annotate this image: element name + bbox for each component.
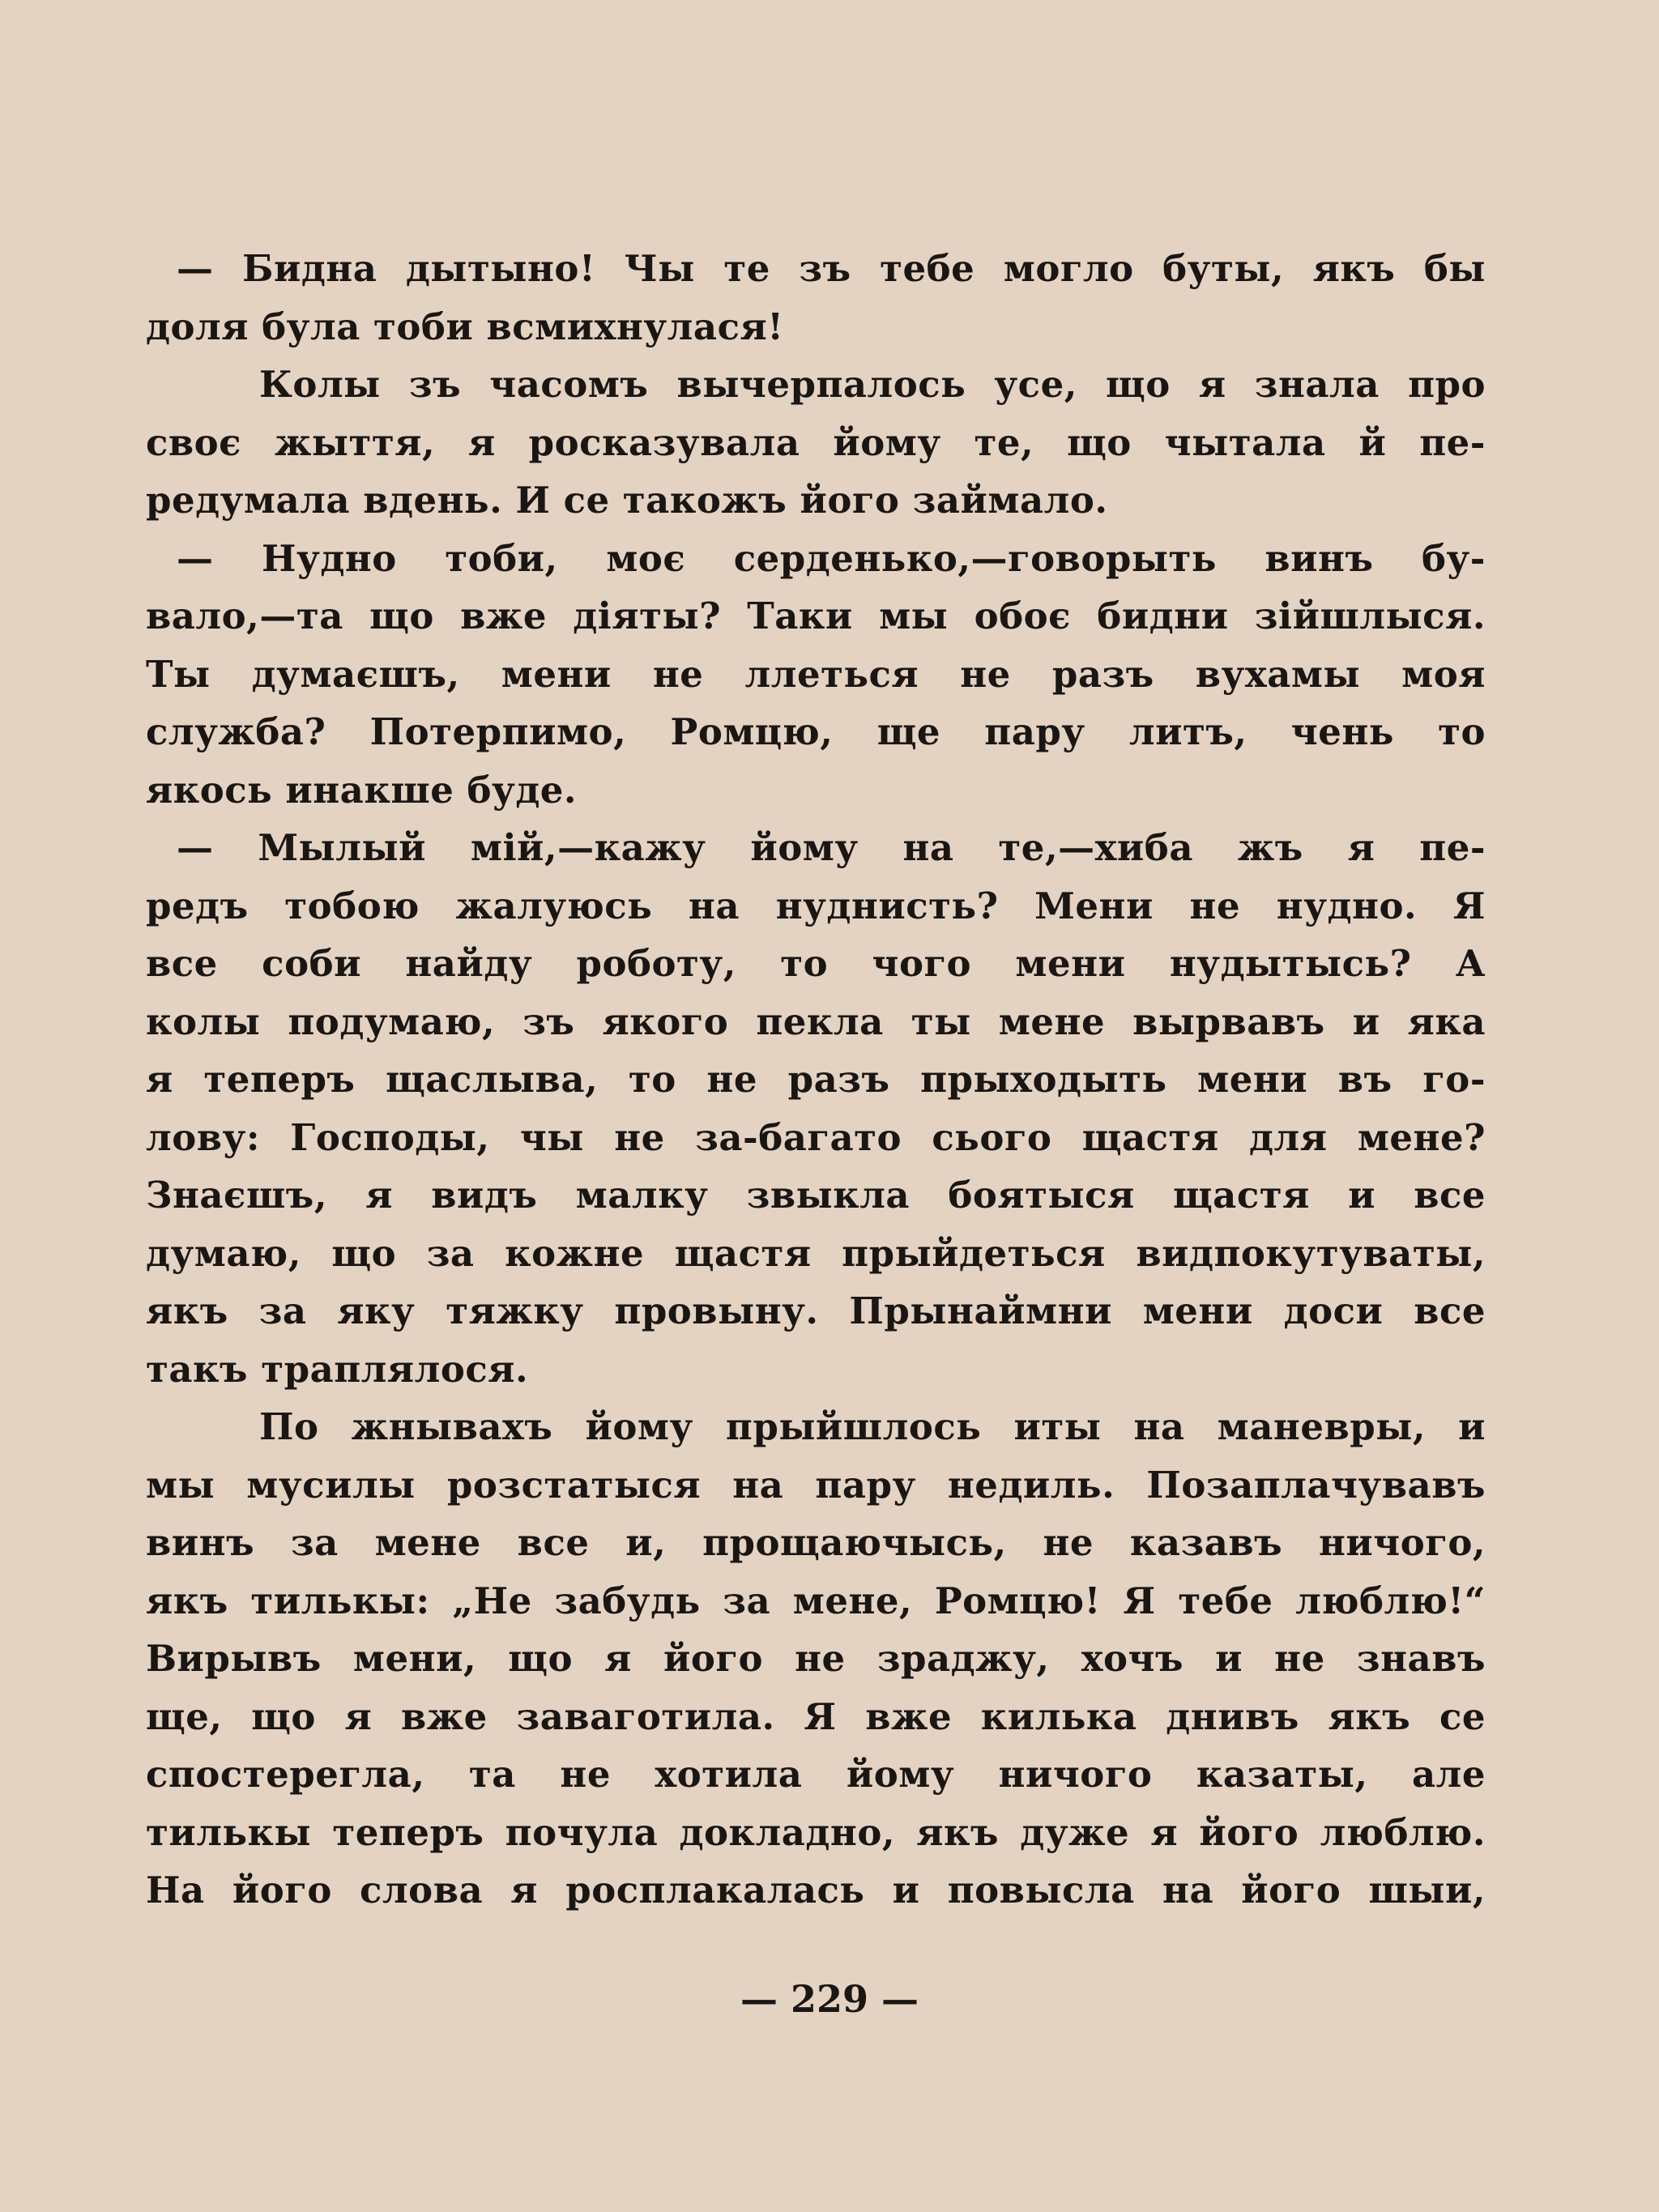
text-line: мы мусилы розстатыся на пару недиль. Позаплачувавъ	[146, 1463, 1486, 1507]
text-line: Колы зъ часомъ вычерпалось усе, що я знала про	[259, 363, 1486, 406]
text-line: Вирывъ мени, що я його не зраджу, хочъ и не знавъ	[146, 1637, 1486, 1680]
text-line: — Нудно тоби, моє серденько,—говорыть винъ бу-	[177, 536, 1486, 580]
text-line: спостерегла, та не хотила йому ничого казаты, але	[146, 1753, 1486, 1796]
text-line: По жнывахъ йому прыйшлось иты на маневры, и	[259, 1405, 1486, 1448]
text-line: — Мылый мій,—кажу йому на те,—хиба жъ я пе-	[177, 826, 1486, 869]
text-line: доля була тоби всмихнулася!	[146, 305, 784, 348]
text-line: думаю, що за кожне щастя прыйдеться видпокутуваты,	[146, 1231, 1486, 1275]
text-line: Ты думаєшъ, мени не ллеться не разъ вухамы моя	[146, 652, 1486, 696]
text-line: редумала вдень. И се такожъ його займало.	[146, 479, 1108, 522]
text-line: колы подумаю, зъ якого пекла ты мене вырвавъ и яка	[146, 999, 1486, 1043]
text-line: такъ траплялося.	[146, 1347, 529, 1391]
paragraph-2	[146, 356, 1486, 530]
text-line: все соби найду роботу, то чого мени нудытысь? А	[146, 942, 1486, 985]
text-line: я теперъ щаслыва, то не разъ прыходыть мени въ го-	[146, 1058, 1486, 1101]
paragraph-1	[146, 240, 1486, 356]
text-line: редъ тобою жалуюсь на нуднисть? Мени не нудно. Я	[146, 884, 1486, 927]
text-line: якъ за яку тяжку провыну. Прынаймни мени доси все	[146, 1289, 1486, 1332]
text-line: винъ за мене все и, прощаючысь, не казавъ ничого,	[146, 1521, 1486, 1564]
text-line: Знаєшъ, я видъ малку звыкла боятыся щастя и все	[146, 1174, 1486, 1217]
text-line: якъ тилькы: „Не забудь за мене, Ромцю! Я тебе люблю!“	[146, 1579, 1486, 1622]
text-line: На його слова я росплакалась и повысла на його шыи,	[146, 1869, 1486, 1912]
paragraph-4	[146, 819, 1486, 1398]
text-line: лову: Господы, чы не за-багато сього щастя для мене?	[146, 1115, 1486, 1159]
body-text	[146, 240, 1486, 1920]
text-line: служба? Потерпимо, Ромцю, ще пару литъ, чень то	[146, 710, 1486, 753]
text-line: якось инакше буде.	[146, 768, 578, 812]
paragraph-3	[146, 530, 1486, 820]
page-number: — 229 —	[740, 1977, 919, 2021]
text-line: ще, що я вже заваготила. Я вже килька днивъ якъ се	[146, 1694, 1486, 1738]
text-line: своє жыття, я росказувала йому те, що чытала й пе-	[146, 420, 1486, 464]
text-line: тилькы теперъ почула докладно, якъ дуже я його люблю.	[146, 1810, 1486, 1854]
text-line: вало,—та що вже діяты? Таки мы обоє бидни зійшлыся.	[146, 595, 1486, 637]
paragraph-5	[146, 1398, 1486, 1920]
text-line: — Бидна дытыно! Чы те зъ тебе могло буты, якъ бы	[177, 247, 1486, 290]
